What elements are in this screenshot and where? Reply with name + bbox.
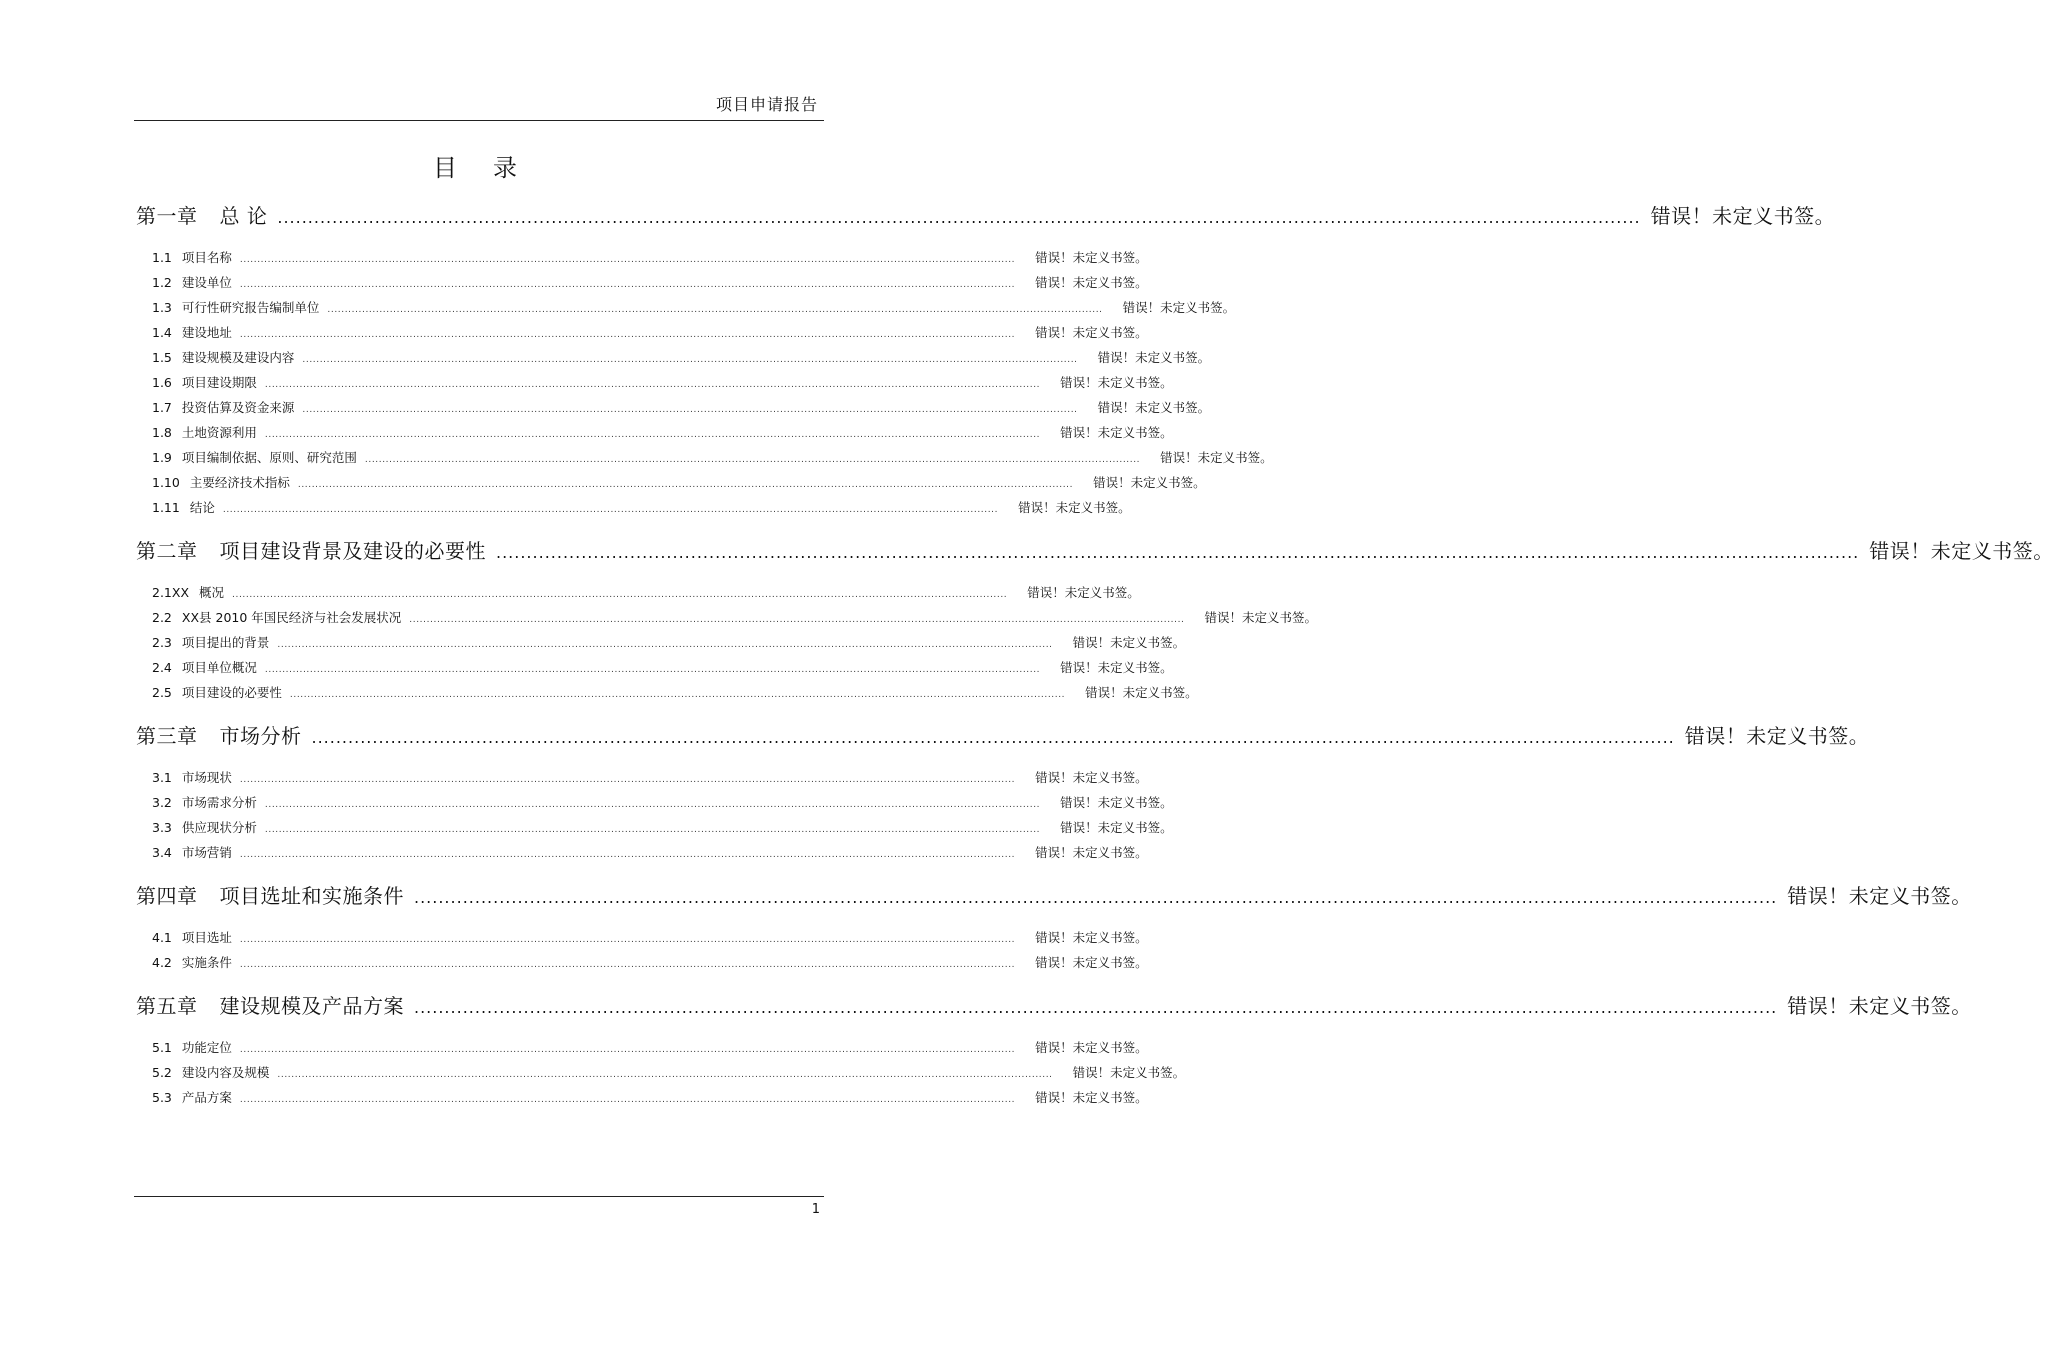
section-number: 1.11 [152,500,180,515]
toc-section-entry[interactable] [152,843,1148,868]
section-page-ref: 错误！未定义书签。 [1060,820,1173,835]
section-page-ref: 错误！未定义书签。 [1035,325,1148,340]
section-page-ref: 错误！未定义书签。 [1072,1065,1186,1080]
section-number: 1.8 [152,425,172,440]
toc-title: 目录 [433,154,553,182]
section-number: 3.1 [152,770,172,785]
toc-section-entry[interactable] [152,683,1198,708]
page-number: 1 [811,1202,820,1217]
section-title: 建设规模及建设内容 [181,350,295,365]
section-title: 项目单位概况 [181,660,257,675]
section-title: 投资估算及资金来源 [181,400,295,415]
section-title: 土地资源利用 [181,425,257,440]
toc-section-entry[interactable] [152,248,1148,273]
dot-leader: ................................................................................................................................................................................................................................ [327,305,1103,315]
dot-leader: ................................................................................................................................................................................................................................ [239,1095,1016,1105]
section-title: 项目建设的必要性 [181,685,282,700]
section-page-ref: 错误！未定义书签。 [1072,635,1186,650]
dot-leader: ................................................................................................................................................................................................................................ [264,825,1041,835]
section-number: 2.5 [152,685,172,700]
section-title: 项目名称 [181,250,232,265]
section-title: 供应现状分析 [181,820,257,835]
chapter-title: 建设规模及产品方案 [219,994,404,1018]
toc-section-entry[interactable] [152,1063,1186,1088]
section-title: 市场现状 [181,770,232,785]
toc-section-entry[interactable] [152,1088,1148,1113]
dot-leader: ................................................................................................................................................................................................................................ [302,405,1078,415]
section-title: 概况 [199,585,225,600]
section-number: 1.6 [152,375,172,390]
section-title: 建设内容及规模 [181,1065,270,1080]
section-number: 2.1XX [152,585,190,600]
toc-section-entry[interactable] [152,793,1173,818]
section-page-ref: 错误！未定义书签。 [1035,250,1148,265]
dot-leader: ................................................................................................................................................................................................................................ [239,850,1016,860]
toc-chapter-entry[interactable] [136,880,1972,924]
section-page-ref: 错误！未定义书签。 [1035,955,1148,970]
toc-section-entry[interactable] [152,953,1148,978]
section-number: 2.4 [152,660,172,675]
section-page-ref: 错误！未定义书签。 [1097,350,1211,365]
chapter-number: 第二章 [136,539,198,563]
chapter-title: 项目建设背景及建设的必要性 [219,539,486,563]
section-number: 1.7 [152,400,172,415]
header-rule [134,120,824,121]
chapter-label [136,880,404,909]
chapter-sections [152,1038,1186,1113]
chapter-label [136,720,302,749]
toc-chapter-entry[interactable] [136,200,1836,244]
section-number: 4.2 [152,955,172,970]
chapter-page-ref: 错误！未定义书签。 [1787,884,1972,908]
section-title: 结论 [189,500,215,515]
chapter-sections [152,583,1318,708]
footer-rule [134,1196,824,1197]
section-page-ref: 错误！未定义书签。 [1160,450,1273,465]
section-title: 实施条件 [181,955,232,970]
chapter-number: 第一章 [136,204,198,228]
section-number: 3.4 [152,845,172,860]
chapter-page-ref: 错误！未定义书签。 [1684,724,1870,748]
section-title: 建设单位 [181,275,232,290]
dot-leader: ................................................................................................................................................................................................................................ [239,775,1016,785]
toc-section-entry[interactable] [152,398,1211,423]
running-header-title: 项目申请报告 [715,95,818,114]
dot-leader: ................................................................................................................................................................................................................................ [239,280,1016,290]
chapter-page-ref: 错误！未定义书签。 [1650,204,1836,228]
section-page-ref: 错误！未定义书签。 [1027,585,1140,600]
chapter-title: 总 论 [219,204,268,228]
section-page-ref: 错误！未定义书签。 [1035,1040,1148,1055]
dot-leader: ................................................................................................................................................................................................................................ [364,455,1141,465]
dot-leader: ................................................................................................................................................................................................................................ [239,255,1016,265]
toc-section-entry[interactable] [152,273,1148,298]
section-number: 1.2 [152,275,172,290]
section-number: 3.2 [152,795,172,810]
toc-section-entry[interactable] [152,298,1236,323]
toc-section-entry[interactable] [152,608,1318,633]
dot-leader: ................................................................................................................................................................................................................................ [289,690,1066,700]
section-number: 1.9 [152,450,172,465]
section-title: 项目提出的背景 [181,635,270,650]
toc-section-entry[interactable] [152,423,1173,448]
section-page-ref: 错误！未定义书签。 [1060,660,1173,675]
section-number: 1.10 [152,475,180,490]
section-page-ref: 错误！未定义书签。 [1204,610,1318,625]
toc-section-entry[interactable] [152,1038,1148,1063]
toc-chapter-entry[interactable] [136,535,2054,579]
section-page-ref: 错误！未定义书签。 [1035,1090,1148,1105]
toc-section-entry[interactable] [152,768,1148,793]
chapter-sections [152,768,1173,868]
section-title: 产品方案 [181,1090,232,1105]
chapter-label [136,200,267,229]
toc-section-entry[interactable] [152,658,1173,683]
chapter-label [136,990,404,1019]
section-page-ref: 错误！未定义书签。 [1035,845,1148,860]
chapter-sections [152,248,1273,523]
section-number: 5.3 [152,1090,172,1105]
dot-leader: ................................................................................................................................................................................................................................ [239,1045,1016,1055]
section-title: 建设地址 [181,325,232,340]
chapter-page-ref: 错误！未定义书签。 [1787,994,1972,1018]
section-page-ref: 错误！未定义书签。 [1085,685,1198,700]
section-title: 项目编制依据、原则、研究范围 [181,450,357,465]
section-title: XX县 2010 年国民经济与社会发展状况 [181,610,402,625]
toc-section-entry[interactable] [152,323,1148,348]
section-page-ref: 错误！未定义书签。 [1035,275,1148,290]
dot-leader: ................................................................................................................................................................................................................................ [277,640,1053,650]
toc-section-entry[interactable] [152,583,1140,608]
section-page-ref: 错误！未定义书签。 [1060,795,1173,810]
section-title: 主要经济技术指标 [189,475,290,490]
dot-leader: ................................................................................................................................................................................................................................ [302,355,1078,365]
toc-section-entry[interactable] [152,473,1206,498]
chapter-number: 第四章 [136,884,198,908]
section-title: 项目建设期限 [181,375,257,390]
section-page-ref: 错误！未定义书签。 [1093,475,1206,490]
toc-section-entry[interactable] [152,818,1173,843]
chapter-page-ref: 错误！未定义书签。 [1869,539,2054,563]
section-number: 4.1 [152,930,172,945]
dot-leader: ................................................................................................................................................................................................................................ [277,1070,1053,1080]
chapter-label [136,535,486,564]
chapter-sections [152,928,1148,978]
section-number: 1.1 [152,250,172,265]
toc-section-entry[interactable] [152,448,1273,473]
table-of-contents [136,200,2054,1125]
dot-leader: ................................................................................................................................................................................................................................ [264,380,1041,390]
dot-leader: ................................................................................................................................................................................................................................ [222,505,999,515]
dot-leader: ................................................................................................................................................................................................................................ [414,998,1778,1017]
section-number: 2.2 [152,610,172,625]
chapter-title: 市场分析 [219,724,302,748]
section-page-ref: 错误！未定义书签。 [1122,300,1236,315]
dot-leader: ................................................................................................................................................................................................................................ [496,543,1860,562]
dot-leader: ................................................................................................................................................................................................................................ [409,615,1185,625]
section-page-ref: 错误！未定义书签。 [1097,400,1211,415]
dot-leader: ................................................................................................................................................................................................................................ [414,888,1778,907]
dot-leader: ................................................................................................................................................................................................................................ [232,590,1008,600]
dot-leader: ................................................................................................................................................................................................................................ [264,800,1041,810]
chapter-title: 项目选址和实施条件 [219,884,404,908]
toc-section-entry[interactable] [152,348,1211,373]
section-page-ref: 错误！未定义书签。 [1035,930,1148,945]
toc-section-entry[interactable] [152,373,1173,398]
section-title: 市场营销 [181,845,232,860]
toc-section-entry[interactable] [152,928,1148,953]
dot-leader: ................................................................................................................................................................................................................................ [264,665,1041,675]
section-title: 市场需求分析 [181,795,257,810]
section-title: 项目选址 [181,930,232,945]
dot-leader: ................................................................................................................................................................................................................................ [264,430,1041,440]
section-number: 1.4 [152,325,172,340]
dot-leader: ................................................................................................................................................................................................................................ [297,480,1074,490]
toc-chapter-entry[interactable] [136,990,1972,1034]
section-number: 5.1 [152,1040,172,1055]
dot-leader: ................................................................................................................................................................................................................................ [311,728,1675,747]
section-number: 5.2 [152,1065,172,1080]
chapter-number: 第三章 [136,724,198,748]
section-number: 2.3 [152,635,172,650]
section-number: 3.3 [152,820,172,835]
section-page-ref: 错误！未定义书签。 [1018,500,1131,515]
section-page-ref: 错误！未定义书签。 [1035,770,1148,785]
dot-leader: ................................................................................................................................................................................................................................ [239,330,1016,340]
section-title: 功能定位 [181,1040,232,1055]
chapter-number: 第五章 [136,994,198,1018]
section-number: 1.3 [152,300,172,315]
section-page-ref: 错误！未定义书签。 [1060,425,1173,440]
dot-leader: ................................................................................................................................................................................................................................ [239,935,1016,945]
dot-leader: ................................................................................................................................................................................................................................ [239,960,1016,970]
section-page-ref: 错误！未定义书签。 [1060,375,1173,390]
toc-section-entry[interactable] [152,498,1131,523]
section-number: 1.5 [152,350,172,365]
dot-leader: ................................................................................................................................................................................................................................ [277,208,1641,227]
section-title: 可行性研究报告编制单位 [181,300,320,315]
toc-chapter-entry[interactable] [136,720,1870,764]
toc-section-entry[interactable] [152,633,1186,658]
